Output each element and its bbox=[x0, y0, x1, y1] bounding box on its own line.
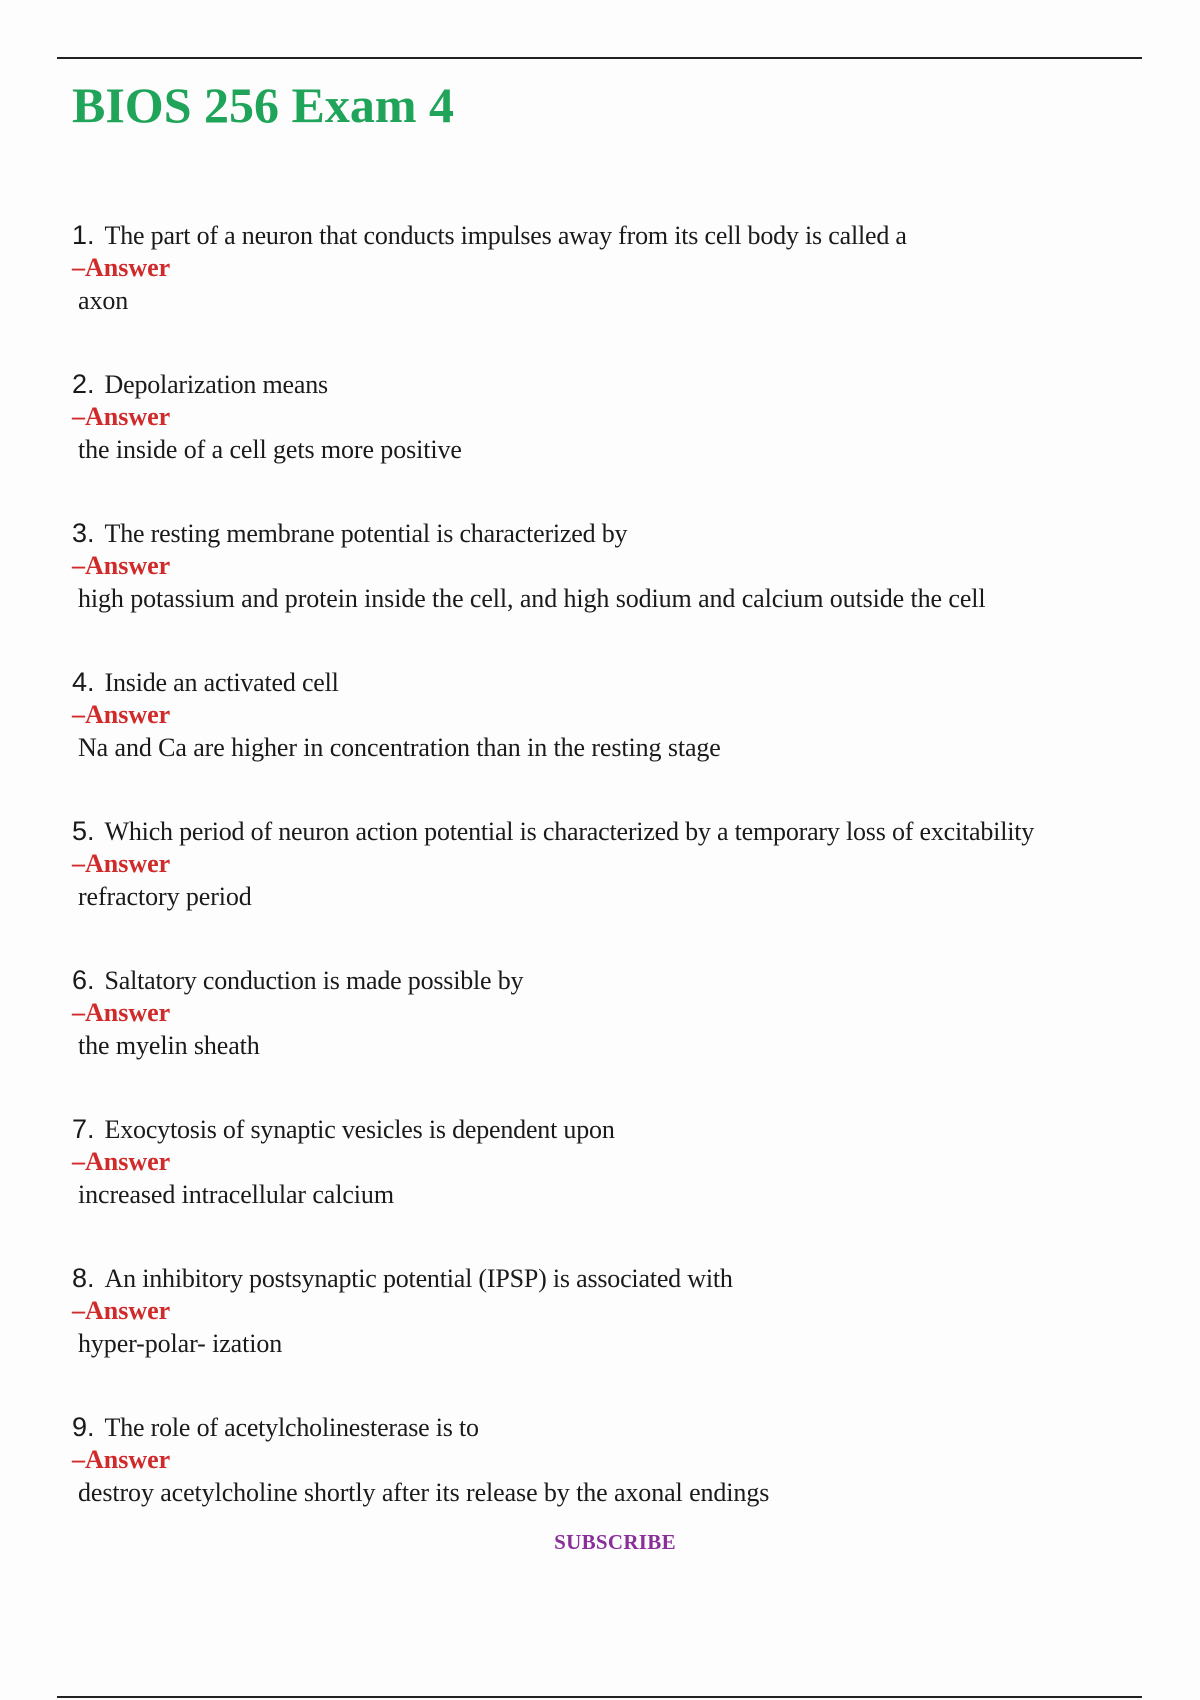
answer-text: destroy acetylcholine shortly after its release by the axonal endings bbox=[78, 1478, 770, 1507]
question-item-3 bbox=[72, 516, 1152, 665]
bottom-rule bbox=[57, 1696, 1142, 1698]
answer-label: –Answer bbox=[72, 998, 171, 1027]
question-text: The resting membrane potential is characterized by bbox=[104, 519, 628, 548]
question-item-8 bbox=[72, 1261, 1152, 1410]
question-list bbox=[72, 218, 1152, 1559]
answer-text: axon bbox=[78, 286, 129, 315]
question-item-6 bbox=[72, 963, 1152, 1112]
question-line bbox=[72, 367, 1152, 401]
question-text: Exocytosis of synaptic vesicles is dependent upon bbox=[104, 1115, 615, 1144]
answer-text: the myelin sheath bbox=[78, 1031, 260, 1060]
question-item-5 bbox=[72, 814, 1152, 963]
question-text: The role of acetylcholinesterase is to bbox=[104, 1413, 479, 1442]
question-number: 7. bbox=[72, 1114, 95, 1144]
question-number: 5. bbox=[72, 816, 95, 846]
question-number: 8. bbox=[72, 1263, 95, 1293]
question-text: Depolarization means bbox=[104, 370, 328, 399]
question-line bbox=[72, 1261, 1152, 1295]
question-number: 4. bbox=[72, 667, 95, 697]
question-line bbox=[72, 1112, 1152, 1146]
question-text: Inside an activated cell bbox=[104, 668, 339, 697]
question-number: 2. bbox=[72, 369, 95, 399]
question-line bbox=[72, 1410, 1152, 1444]
answer-text: refractory period bbox=[78, 882, 252, 911]
answer-label: –Answer bbox=[72, 551, 171, 580]
top-rule bbox=[57, 57, 1142, 59]
subscribe-link[interactable]: SUBSCRIBE bbox=[554, 1530, 676, 1554]
answer-label: –Answer bbox=[72, 700, 171, 729]
question-number: 9. bbox=[72, 1412, 95, 1442]
answer-text: high potassium and protein inside the cell, and high sodium and calcium outside the cell bbox=[78, 584, 986, 613]
answer-label: –Answer bbox=[72, 402, 171, 431]
answer-label: –Answer bbox=[72, 1296, 171, 1325]
question-number: 1. bbox=[72, 220, 95, 250]
question-item-7 bbox=[72, 1112, 1152, 1261]
question-item-2 bbox=[72, 367, 1152, 516]
answer-text: the inside of a cell gets more positive bbox=[78, 435, 462, 464]
question-line bbox=[72, 814, 1152, 848]
question-number: 6. bbox=[72, 965, 95, 995]
answer-label: –Answer bbox=[72, 1445, 171, 1474]
question-text: The part of a neuron that conducts impulses away from its cell body is called a bbox=[104, 221, 907, 250]
question-item-1 bbox=[72, 218, 1152, 367]
question-item-4 bbox=[72, 665, 1152, 814]
answer-text: increased intracellular calcium bbox=[78, 1180, 394, 1209]
question-line bbox=[72, 218, 1152, 252]
question-line bbox=[72, 665, 1152, 699]
page-title: BIOS 256 Exam 4 bbox=[72, 77, 455, 133]
answer-label: –Answer bbox=[72, 849, 171, 878]
answer-text: Na and Ca are higher in concentration than in the resting stage bbox=[78, 733, 721, 762]
question-text: Which period of neuron action potential is characterized by a temporary loss of excitability bbox=[104, 817, 1035, 846]
question-number: 3. bbox=[72, 518, 95, 548]
answer-label: –Answer bbox=[72, 1147, 171, 1176]
question-line bbox=[72, 963, 1152, 997]
question-text: An inhibitory postsynaptic potential (IPSP) is associated with bbox=[104, 1264, 733, 1293]
answer-text: hyper-polar- ization bbox=[78, 1329, 283, 1358]
question-line bbox=[72, 516, 1152, 550]
answer-label: –Answer bbox=[72, 253, 171, 282]
question-text: Saltatory conduction is made possible by bbox=[104, 966, 524, 995]
